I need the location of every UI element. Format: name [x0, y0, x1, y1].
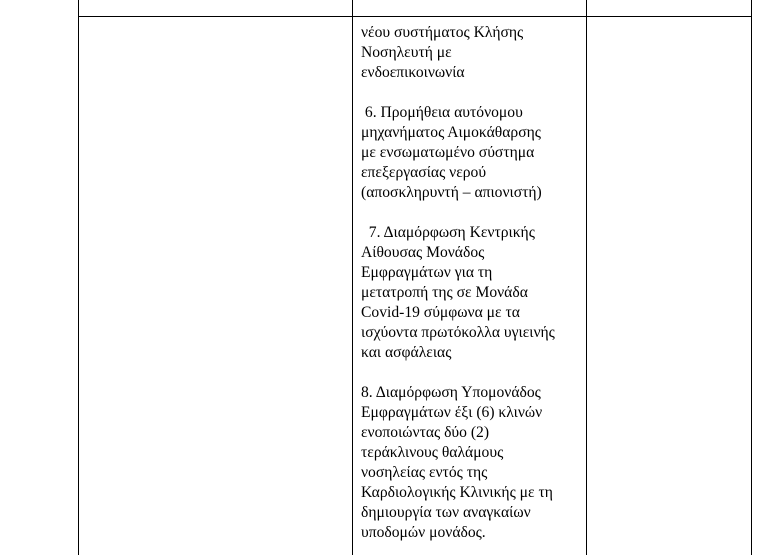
text-line: και ασφάλειας	[361, 344, 452, 361]
text-line: υποδομών μονάδος.	[361, 524, 486, 541]
item-6-paragraph	[361, 103, 583, 203]
text-line: νοσηλείας εντός της	[361, 464, 488, 481]
text-line: με ενσωματωμένο σύστημα	[361, 144, 535, 161]
text-line: Αίθουσας Μονάδος	[361, 244, 485, 261]
text-line: Covid-19 σύμφωνα με τα	[361, 304, 520, 321]
text-line: 7. Διαμόρφωση Κεντρικής	[361, 224, 535, 241]
text-line: τεράκλινους θαλάμους	[361, 444, 504, 461]
table-column-border-2	[352, 0, 353, 555]
text-line: επεξεργασίας νερού	[361, 164, 487, 181]
text-line: 8. Διαμόρφωση Υπομονάδος	[361, 384, 541, 401]
item-5-continuation	[361, 23, 583, 83]
table-column-border-3	[586, 0, 587, 555]
text-line: ενδοεπικοινωνία	[361, 64, 465, 81]
table-cell-description	[361, 23, 583, 543]
text-line: Νοσηλευτή με	[361, 44, 452, 61]
table-top-border	[78, 16, 752, 17]
text-line: (αποσκληρυντή – απιονιστή)	[361, 184, 542, 201]
text-line: ενοποιώντας δύο (2)	[361, 424, 490, 441]
text-line: μηχανήματος Αιμοκάθαρσης	[361, 124, 541, 141]
text-line: μετατροπή της σε Μονάδα	[361, 284, 528, 301]
item-8-paragraph	[361, 383, 583, 543]
text-line: Εμφραγμάτων για τη	[361, 264, 493, 281]
text-line: Καρδιολογικής Κλινικής με τη	[361, 484, 553, 501]
text-line: ισχύοντα πρωτόκολλα υγιεινής	[361, 324, 555, 341]
text-line: νέου συστήματος Κλήσης	[361, 24, 524, 41]
text-line: Εμφραγμάτων έξι (6) κλινών	[361, 404, 543, 421]
table-column-border-4	[751, 0, 752, 555]
text-line: 6. Προμήθεια αυτόνομου	[361, 104, 523, 121]
table-column-border-1	[78, 0, 79, 555]
text-line: δημιουργία των αναγκαίων	[361, 504, 531, 521]
item-7-paragraph	[361, 223, 583, 363]
